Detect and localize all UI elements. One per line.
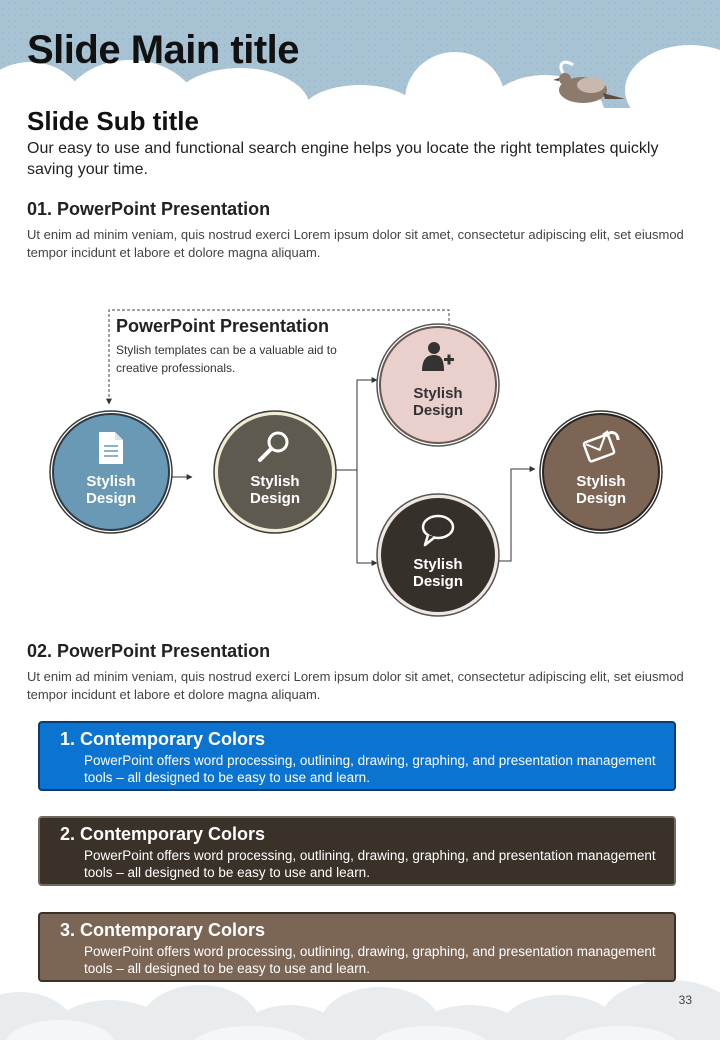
- contemporary-colors-box-3: [38, 912, 676, 982]
- box-3-title: 3. Contemporary Colors: [60, 920, 266, 940]
- node-3-line2: Design: [412, 402, 464, 419]
- section2-body: Ut enim ad minim veniam, quis nostrud exerci Lorem ipsum dolor sit amet, consectetur adipiscing elit, set eiusmod tempor incidunt et labore et dolore magna aliquam.: [27, 669, 684, 702]
- connector-2-split: [336, 380, 377, 470]
- page-number: 33: [678, 993, 692, 1007]
- node-2-line1: Stylish: [250, 473, 300, 490]
- node-4-line2: Design: [412, 573, 464, 590]
- node-4-line1: Stylish: [413, 556, 463, 573]
- section1-body: Ut enim ad minim veniam, quis nostrud exerci Lorem ipsum dolor sit amet, consectetur adipiscing elit, set eiusmod tempor incidunt et labore et dolore magna aliquam.: [27, 227, 684, 260]
- box-2-body: PowerPoint offers word processing, outlining, drawing, graphing, and presentation management tools – all designed to be easy to use and learn.: [84, 848, 656, 880]
- node-3-line1: Stylish: [413, 385, 463, 402]
- box-1-title: 1. Contemporary Colors: [60, 729, 266, 749]
- node-5-line1: Stylish: [576, 473, 626, 490]
- callout-body: Stylish templates can be a valuable aid to creative professionals.: [116, 343, 337, 375]
- node-1-line1: Stylish: [86, 473, 136, 490]
- node-1-line2: Design: [85, 490, 137, 507]
- box-2-title: 2. Contemporary Colors: [60, 824, 266, 844]
- contemporary-colors-box-1: [38, 721, 676, 791]
- node-1-fill: [53, 414, 169, 530]
- connector-2-lower: [357, 470, 377, 563]
- node-5-fill: [543, 414, 659, 530]
- diagram-node-5: [540, 411, 662, 533]
- document-icon: [99, 432, 123, 464]
- diagram-node-3: [377, 324, 499, 446]
- diagram-node-1: [50, 411, 172, 533]
- node-2-line2: Design: [249, 490, 301, 507]
- connector-4-5: [499, 469, 535, 561]
- box-3-body: PowerPoint offers word processing, outlining, drawing, graphing, and presentation management tools – all designed to be easy to use and learn.: [84, 944, 656, 976]
- sub-description: Our easy to use and functional search engine helps you locate the right templates quickly saving your time.: [27, 140, 659, 178]
- diagram-node-2: [214, 411, 336, 533]
- sub-title: Slide Sub title: [27, 106, 199, 136]
- contemporary-colors-box-2: [38, 816, 676, 886]
- main-title: Slide Main title: [27, 28, 300, 72]
- section1-heading: 01. PowerPoint Presentation: [27, 199, 271, 219]
- callout-title: PowerPoint Presentation: [116, 316, 330, 336]
- box-1-body: PowerPoint offers word processing, outlining, drawing, graphing, and presentation management tools – all designed to be easy to use and learn.: [84, 753, 656, 785]
- section2-heading: 02. PowerPoint Presentation: [27, 641, 271, 661]
- node-5-line2: Design: [575, 490, 627, 507]
- diagram-node-4: [377, 494, 499, 616]
